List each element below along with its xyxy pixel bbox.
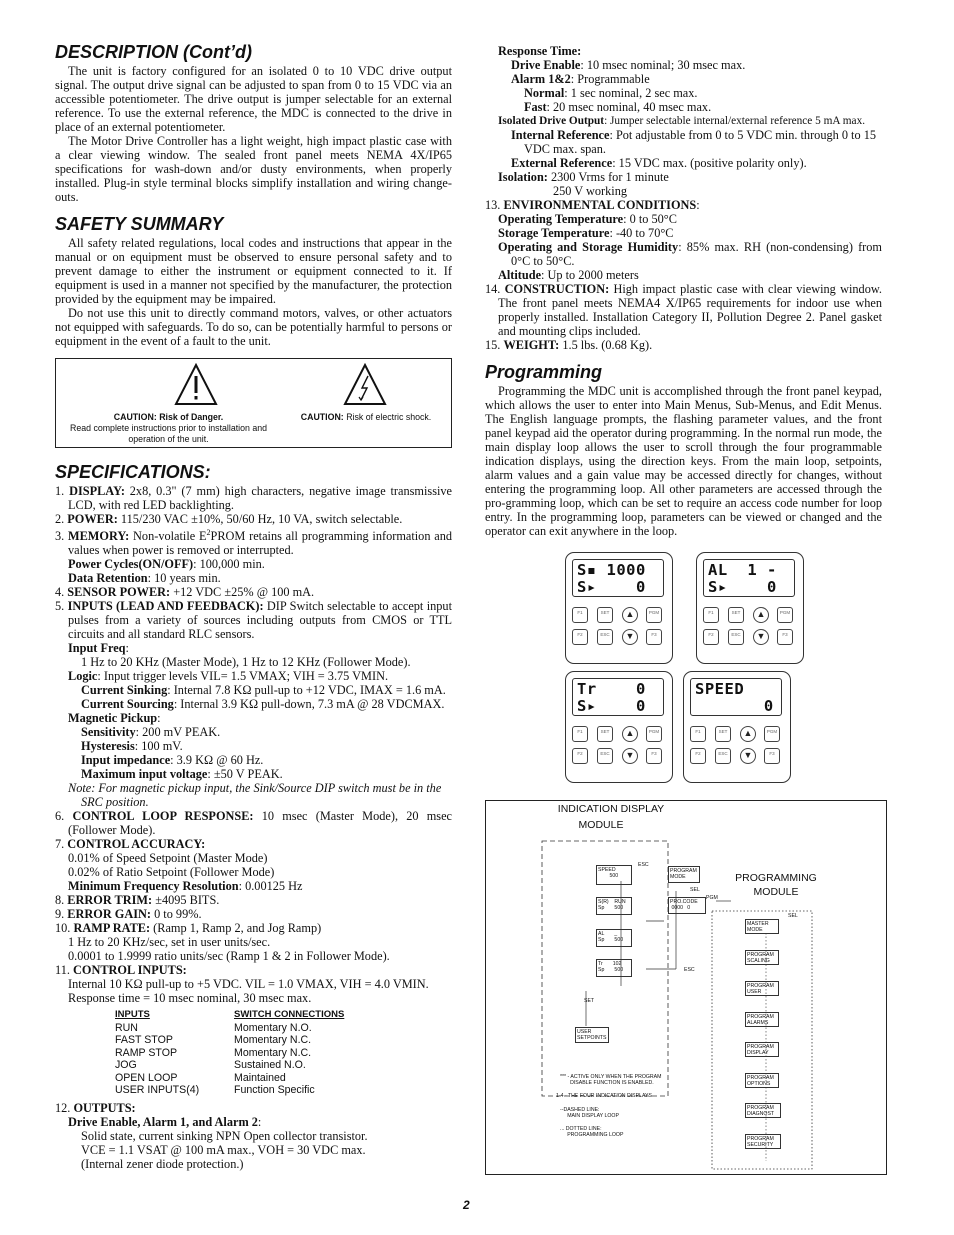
description-heading: DESCRIPTION (Cont’d) xyxy=(55,42,252,62)
normal-time: Normal: 1 sec nominal, 2 sec max. xyxy=(524,86,698,100)
up-arrow-icon[interactable]: ▲ xyxy=(740,726,756,742)
spec-4: 4. SENSOR POWER: +12 VDC ±25% @ 100 mA. xyxy=(55,585,315,600)
f2-key[interactable]: F2 xyxy=(572,748,588,764)
isolated-drive-output: Isolated Drive Output: Jumper selectable internal/external reference 5 mA max. xyxy=(498,115,866,127)
caution-shock-text xyxy=(281,412,451,423)
set-key[interactable]: SET xyxy=(728,607,744,623)
spec-5-input-freq: Input Freq: xyxy=(68,641,129,656)
legend-note-1: *** - ACTIVE ONLY WHEN THE PROGRAM DISABLE FUNCTION IS ENABLED. xyxy=(560,1074,662,1086)
indication-title-2: MODULE xyxy=(578,819,624,831)
spec-3-power-cycles: Power Cycles(ON/OFF): 100,000 min. xyxy=(68,557,265,572)
spec-5-input-freq-value: 1 Hz to 20 KHz (Master Mode), 1 Hz to 12 KHz (Follower Mode). xyxy=(81,655,411,670)
menu-program-alarms: PROGRAM ALARMS xyxy=(745,1012,779,1027)
legend-note-4: ... DOTTED LINE: PROGRAMMING LOOP xyxy=(560,1126,624,1138)
spec-12-drive-enable: Drive Enable, Alarm 1, and Alarm 2: xyxy=(68,1114,262,1129)
menu-program-scaling: PROGRAM SCALING xyxy=(745,950,779,965)
f1-key[interactable]: F1 xyxy=(690,726,706,742)
danger-warning-icon xyxy=(174,363,218,407)
humidity: Operating and Storage Humidity: 85% max. RH (non-condensing) from 0°C to 50°C. xyxy=(498,240,882,268)
control-inputs-table xyxy=(115,1009,452,1097)
table-row: OPEN LOOP Maintained xyxy=(115,1071,286,1084)
spec-9: 9. ERROR GAIN: 0 to 99%. xyxy=(55,907,202,922)
table-row: USER INPUTS(4) Function Specific xyxy=(115,1084,315,1097)
flow-lines xyxy=(486,801,886,1174)
f1-key[interactable]: F1 xyxy=(572,726,588,742)
altitude: Altitude: Up to 2000 meters xyxy=(498,268,639,282)
spec-8: 8. ERROR TRIM: ±4095 BITS. xyxy=(55,893,220,908)
display-panels xyxy=(565,552,805,782)
table-row: FAST STOP Momentary N.C. xyxy=(115,1034,312,1047)
keypad xyxy=(703,607,795,651)
pgm-key[interactable]: PGM xyxy=(646,726,662,742)
programming-flow-diagram xyxy=(485,800,887,1175)
spec-7-min-freq-res: Minimum Frequency Resolution: 0.00125 Hz xyxy=(68,879,303,894)
operating-temperature: Operating Temperature: 0 to 50°C xyxy=(498,212,677,226)
lcd-screen: SPEED 0 xyxy=(690,678,782,716)
down-arrow-icon[interactable]: ▼ xyxy=(622,748,638,764)
caution-shock-body: Risk of electric shock. xyxy=(343,412,432,422)
pgm-key[interactable]: PGM xyxy=(646,607,662,623)
esc-label-2: ESC xyxy=(684,967,695,973)
esc-key[interactable]: ESC xyxy=(597,748,613,764)
spec-7-line-1: 0.01% of Speed Setpoint (Master Mode) xyxy=(68,851,268,866)
table-header-row xyxy=(115,1009,452,1022)
external-reference: External Reference: 15 VDC max. (positive polarity only). xyxy=(511,156,807,170)
safety-heading: SAFETY SUMMARY xyxy=(55,214,224,234)
right-column xyxy=(485,44,882,538)
legend-note-3: --DASHED LINE: MAIN DISPLAY LOOP xyxy=(560,1107,619,1119)
spec-5-current-sourcing: Current Sourcing: Internal 3.9 KΩ pull-down, 7.3 mA @ 28 VDCMAX. xyxy=(81,697,445,712)
f1-key[interactable]: F1 xyxy=(703,607,719,623)
spec-12-line-3: (Internal zener diode protection.) xyxy=(81,1156,244,1171)
spec-5-sensitivity: Sensitivity: 200 mV PEAK. xyxy=(81,725,221,740)
lcd-screen: Tr 0 S▸ 0 xyxy=(572,678,664,716)
inputs-header: INPUTS xyxy=(115,1009,150,1021)
lcd-screen: AL 1 - S▸ 0 xyxy=(703,559,795,597)
program-mode-box: PROGRAM MODE xyxy=(668,866,700,883)
down-arrow-icon[interactable]: ▼ xyxy=(740,748,756,764)
display-panel-2 xyxy=(696,552,804,664)
spec-5-logic: Logic: Input trigger levels VIL= 1.5 VMAX; VIH = 3.75 VMIN. xyxy=(68,669,389,684)
menu-program-diagnost: PROGRAM DIAGNOST xyxy=(745,1103,781,1118)
spec-5-note: Note: For magnetic pickup input, the Sink/Source DIP switch must be in the SRC position. xyxy=(68,781,442,810)
electric-shock-warning-icon xyxy=(343,363,387,407)
up-arrow-icon[interactable]: ▲ xyxy=(622,726,638,742)
esc-key[interactable]: ESC xyxy=(597,629,613,645)
spec-11-line-1: Internal 10 KΩ pull-up to +5 VDC. VIL = 1.0 VMAX, VIH = 4.0 VMIN. xyxy=(68,977,429,992)
spec-10-line-1: 1 Hz to 20 KHz/sec, set in user units/sec. xyxy=(68,935,271,950)
f2-key[interactable]: F2 xyxy=(690,748,706,764)
pgm-key[interactable]: PGM xyxy=(777,607,793,623)
user-setpoints-box: USER SETPOINTS xyxy=(575,1027,609,1043)
f3-key[interactable]: F3 xyxy=(646,748,662,764)
caution-shock-title: CAUTION: xyxy=(300,412,344,422)
f1-key[interactable]: F1 xyxy=(572,607,588,623)
sr-display-box: S(R) RUN Sp 500 xyxy=(596,897,632,915)
sel-label: SEL xyxy=(690,887,700,893)
up-arrow-icon[interactable]: ▲ xyxy=(753,607,769,623)
caution-box xyxy=(55,358,452,448)
isolation: Isolation: 2300 Vrms for 1 minute xyxy=(498,170,669,184)
programming-heading: Programming xyxy=(485,362,603,382)
spec-13: 13. ENVIRONMENTAL CONDITIONS: xyxy=(485,198,700,212)
indication-title-1: INDICATION DISPLAY xyxy=(557,803,665,815)
drive-enable-time: Drive Enable: 10 msec nominal; 30 msec max. xyxy=(511,58,746,72)
programming-paragraph: Programming the MDC unit is accomplished through the front panel keypad, which allows the user to enter into Main Menus, Sub-Menus, and Edit Menus. The English language prompts, the flashing parameter values, and the front panel keypad aid the operator during programming. In the normal run mode, the main display loop allows the user to scroll through the four programmable indication displays, using the direction keys. From the main loop, setpoints, alarm values and a gain value may be accessed directly for changes, without entering the programming loop. All other parameters are accessed through the pro-gramming loop, which can be set to require an access code number for loop entry. In the programming loop, parameters can be viewed or changed and the operator can exit anywhere in the loop. xyxy=(485,384,882,538)
spec-15: 15. WEIGHT: 1.5 lbs. (0.68 Kg). xyxy=(485,338,653,352)
down-arrow-icon[interactable]: ▼ xyxy=(753,629,769,645)
esc-key[interactable]: ESC xyxy=(715,748,731,764)
spec-1: 1. DISPLAY: 2x8, 0.3" (7 mm) high characters, negative image transmissive LCD, with red LED backlighting. xyxy=(55,484,452,512)
f2-key[interactable]: F2 xyxy=(703,629,719,645)
programming-title-1: PROGRAMMING xyxy=(735,872,817,884)
table-row: RAMP STOP Momentary N.C. xyxy=(115,1046,312,1059)
keypad xyxy=(572,607,664,651)
safety-paragraph-2: Do not use this unit to directly command motors, valves, or other actuators not equipped with safeguards. To do so, can be potentially harmful to persons or equipment in the event of a fault to the unit. xyxy=(55,306,452,348)
response-time-label: Response Time: xyxy=(498,44,582,58)
f3-key[interactable]: F3 xyxy=(764,748,780,764)
al-display-box: AL _ Sp 500 xyxy=(596,929,632,947)
legend-note-2: 1-4 - THE FOUR INDICATION DISPLAYS xyxy=(556,1093,652,1099)
spec-2: 2. POWER: 115/230 VAC ±10%, 50/60 Hz, 10 VA, switch selectable. xyxy=(55,512,403,526)
alarm-time: Alarm 1&2: Programmable xyxy=(511,72,650,86)
caution-danger-body: Read complete instructions prior to installation and operation of the unit. xyxy=(69,423,268,444)
isolation-working: 250 V working xyxy=(553,184,628,198)
display-panel-4 xyxy=(683,671,791,783)
spec-11: 11. CONTROL INPUTS: xyxy=(55,963,187,978)
set-key[interactable]: SET xyxy=(597,726,613,742)
spec-3-data-retention: Data Retention: 10 years min. xyxy=(68,571,221,586)
storage-temperature: Storage Temperature: -40 to 70°C xyxy=(498,226,674,240)
spec-11-line-2: Response time = 10 msec nominal, 30 msec max. xyxy=(68,991,312,1006)
set-label: SET xyxy=(584,998,595,1004)
spec-6: 6. CONTROL LOOP RESPONSE: 10 msec (Master Mode), 20 msec (Follower Mode). xyxy=(55,809,453,838)
spec-14: 14. CONSTRUCTION: High impact plastic case with clear viewing window. The front panel meets NEMA4 X/IP65 requirements for indoor use when properly installed. Installation Category II, Pollution Degree 2. Panel gasket and mounting clips included. xyxy=(485,282,882,338)
pgm-key[interactable]: PGM xyxy=(764,726,780,742)
table-row: RUN Momentary N.O. xyxy=(115,1021,312,1034)
table-row: JOG Sustained N.O. xyxy=(115,1059,306,1072)
programming-title-2: MODULE xyxy=(753,886,799,898)
menu-program-security: PROGRAM SECURITY xyxy=(745,1134,781,1149)
display-panel-1 xyxy=(565,552,673,664)
caution-danger-text xyxy=(66,412,271,445)
spec-10: 10. RAMP RATE: (Ramp 1, Ramp 2, and Jog Ramp) xyxy=(55,921,322,936)
set-key[interactable]: SET xyxy=(597,607,613,623)
description-paragraph-2: The Motor Drive Controller has a light weight, high impact plastic case with a clear viewing window. The sealed front panel meets NEMA 4X/IP65 specifications for wash-down and/or dusty environments, when properly installed. Plug-in style terminal blocks simplify installation and wiring change-outs. xyxy=(55,134,452,204)
spec-7: 7. CONTROL ACCURACY: xyxy=(55,837,206,852)
pgm-label: PGM xyxy=(706,895,718,901)
keypad xyxy=(690,726,782,770)
spec-5-current-sinking: Current Sinking: Internal 7.8 KΩ pull-up to +12 VDC, IMAX = 1.6 mA. xyxy=(81,683,446,698)
spec-12-line-1: Solid state, current sinking NPN Open collector transistor. xyxy=(81,1128,368,1143)
spec-5-max-input-voltage: Maximum input voltage: ±50 V PEAK. xyxy=(81,767,283,782)
lcd-screen: S▪ 1000 S▸ 0 xyxy=(572,559,664,597)
internal-reference: Internal Reference: Pot adjustable from 0 to 5 VDC min. through 0 to 15 VDC max. span. xyxy=(511,128,876,156)
safety-paragraph-1: All safety related regulations, local codes and instructions that appear in the manual or on equipment must be observed to ensure personal safety and to prevent damage to either the instrument or equipment connected to it. If equipment is used in a manner not specified by the manufacturer, the protection provided by the equipment may be impaired. xyxy=(55,236,452,306)
menu-program-options: PROGRAM OPTIONS xyxy=(745,1073,779,1088)
esc-key[interactable]: ESC xyxy=(728,629,744,645)
spec-5-input-impedance: Input impedance: 3.9 KΩ @ 60 Hz. xyxy=(81,753,264,768)
spec-5-magnetic-pickup: Magnetic Pickup: xyxy=(68,711,161,726)
switch-connections-header: SWITCH CONNECTIONS xyxy=(234,1009,345,1021)
specifications-heading: SPECIFICATIONS: xyxy=(55,462,211,482)
speed-display-box: SPEED 500 xyxy=(596,865,632,885)
fast-time: Fast: 20 msec nominal, 40 msec max. xyxy=(524,100,712,114)
pro-code-box: PRO.CODE 0000 0 xyxy=(668,897,706,914)
keypad xyxy=(572,726,664,770)
page-number: 2 xyxy=(463,1198,470,1212)
f2-key[interactable]: F2 xyxy=(572,629,588,645)
spec-10-line-2: 0.0001 to 1.9999 ratio units/sec (Ramp 1 & 2 in Follower Mode). xyxy=(68,949,390,964)
f3-key[interactable]: F3 xyxy=(646,629,662,645)
spec-12-line-2: VCE = 1.1 VSAT @ 100 mA max., VOH = 30 VDC max. xyxy=(81,1142,366,1157)
display-panel-3 xyxy=(565,671,673,783)
left-column xyxy=(55,36,452,1171)
spec-5: 5. INPUTS (LEAD AND FEEDBACK): DIP Switch selectable to accept input pulses from a variety of sources including outputs from CMOS or TTL circuits and all standard RLC sensors. xyxy=(55,599,452,642)
spec-12: 12. OUTPUTS: xyxy=(55,1100,136,1115)
spec-5-hysteresis: Hysteresis: 100 mV. xyxy=(81,739,183,754)
f3-key[interactable]: F3 xyxy=(777,629,793,645)
up-arrow-icon[interactable]: ▲ xyxy=(622,607,638,623)
spec-3: 3. MEMORY: Non-volatile $E^2PROM$ retains all programming information and values when power is removed or interrupted. xyxy=(55,528,453,558)
spec-7-line-2: 0.02% of Ratio Setpoint (Follower Mode) xyxy=(68,865,275,880)
tr-display-box: Tr 102 Sp 500 xyxy=(596,959,632,977)
esc-label: ESC xyxy=(638,862,649,868)
menu-program-user: PROGRAM USER xyxy=(745,981,779,996)
caution-danger-title: CAUTION: Risk of Danger. xyxy=(113,412,224,422)
down-arrow-icon[interactable]: ▼ xyxy=(622,629,638,645)
set-key[interactable]: SET xyxy=(715,726,731,742)
sel-label-master: SEL xyxy=(788,913,798,919)
menu-master-mode: MASTER MODE xyxy=(745,919,779,934)
menu-program-display: PROGRAM DISPLAY xyxy=(745,1042,779,1057)
description-paragraph-1: The unit is factory configured for an isolated 0 to 10 VDC drive output signal. The output drive signal can be adjusted to span from 0 to 15 VDC via an accessible potentiometer. The drive output is jumper selectable for an external reference. To use the external reference, the MDC is connected to the drive in place of an external potentiometer. xyxy=(55,64,452,134)
